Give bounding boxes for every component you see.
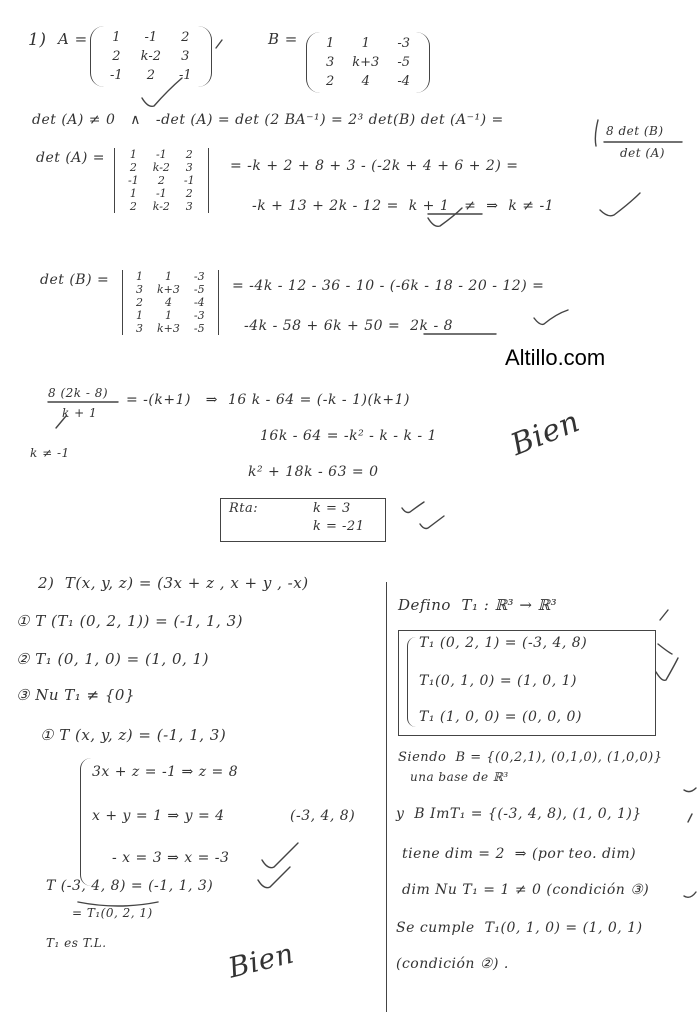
condition-3: ③ Nu T₁ ≠ {0} — [16, 686, 136, 704]
check-mark-12 — [684, 892, 696, 897]
condition-fraction-denominator: det (A) — [620, 146, 665, 160]
ex1-label: 1) — [28, 30, 47, 50]
check-mark-9 — [656, 658, 678, 680]
det-a-expansion: = -k + 2 + 8 + 3 - (-2k + 4 + 6 + 2) = — [230, 158, 519, 174]
arrow-k — [56, 416, 66, 428]
grade-signature-2: Bien — [224, 936, 298, 985]
image-line: y B ImT₁ = {(-3, 4, 8), (1, 0, 1)} — [396, 806, 642, 822]
matrix-b-label: B = — [268, 30, 298, 48]
answer-label: Rta: — [229, 501, 259, 516]
condition-2: ② T₁ (0, 1, 0) = (1, 0, 1) — [16, 650, 209, 668]
condition-line: det (A) ≠ 0 ∧ -det (A) = det (2 BA⁻¹) = 2³ det(B) det (A⁻¹) = — [32, 112, 504, 128]
ex2-title: 2) T(x, y, z) = (3x + z , x + y , -x) — [38, 574, 309, 592]
check-mark-5 — [402, 502, 424, 513]
solution-vector: (-3, 4, 8) — [290, 808, 356, 824]
system-eq-3: - x = 3 ⇒ x = -3 — [112, 850, 230, 866]
det-b-label: det (B) = — [40, 272, 110, 288]
condition-2-ref: (condición ②) . — [396, 956, 509, 972]
matrix-a: 1 -1 2 2 k-2 3 -1 2 -1 — [90, 26, 212, 87]
matrix-b: 1 1 -3 3 k+3 -5 2 4 -4 — [306, 32, 430, 93]
check-mark-6 — [420, 516, 444, 529]
det-a-sarrus: 1 -1 2 2 k-2 3 -1 2 -1 1 -1 2 2 k-2 3 — [114, 148, 209, 213]
definition-1: T₁ (0, 2, 1) = (-3, 4, 8) — [419, 635, 588, 651]
condition-fraction-numerator: 8 det (B) — [606, 124, 664, 138]
check-substitution: = T₁(0, 2, 1) — [72, 906, 153, 920]
grade-signature-1: Bien — [506, 404, 585, 463]
det-b-result: -4k - 58 + 6k + 50 = 2k - 8 — [244, 318, 454, 334]
equation-step-3: k² + 18k - 63 = 0 — [248, 464, 379, 480]
check-mark-7 — [262, 843, 298, 868]
det-a-label: det (A) = — [36, 150, 106, 166]
k-restriction-note: k ≠ -1 — [30, 446, 70, 460]
definition-2: T₁(0, 1, 0) = (1, 0, 1) — [419, 673, 577, 689]
tick-c — [658, 644, 672, 654]
tick-a — [216, 40, 222, 48]
underbrace-vector — [78, 902, 158, 906]
check-mark-3 — [428, 208, 462, 226]
check-mark-4 — [534, 310, 568, 324]
watermark: Altillo.com — [505, 345, 606, 370]
fraction-bracket — [595, 120, 598, 146]
dimension-line: tiene dim = 2 ⇒ (por teo. dim) — [402, 846, 637, 862]
check-mark-10 — [684, 788, 696, 792]
equation-fraction-numerator: 8 (2k - 8) — [48, 386, 109, 400]
condition-1: ① T (T₁ (0, 2, 1)) = (-1, 1, 3) — [16, 612, 243, 630]
kernel-line: dim Nu T₁ = 1 ≠ 0 (condición ③) — [402, 882, 650, 898]
definition-title: Defino T₁ : ℝ³ → ℝ³ — [398, 596, 558, 614]
matrix-a-label: A = — [58, 30, 88, 48]
system-eq-1: 3x + z = -1 ⇒ z = 8 — [92, 764, 239, 780]
check-mark-2 — [600, 193, 640, 216]
check-mark-1 — [142, 78, 182, 106]
system-eq-2: x + y = 1 ⇒ y = 4 — [92, 808, 225, 824]
check-mark-8 — [258, 867, 290, 888]
basis-line: Siendo B = {(0,2,1), (0,1,0), (1,0,0)} — [398, 750, 663, 765]
equation-line: = -(k+1) ⇒ 16 k - 64 = (-k - 1)(k+1) — [126, 392, 410, 408]
definition-3: T₁ (1, 0, 0) = (0, 0, 0) — [419, 709, 582, 725]
equation-fraction-denominator: k + 1 — [62, 406, 98, 420]
det-a-result: -k + 13 + 2k - 12 = k + 1 ≠ ⇒ k ≠ -1 — [252, 198, 555, 214]
check-line: T (-3, 4, 8) = (-1, 1, 3) — [46, 878, 214, 894]
answer-k1: k = 3 — [313, 501, 351, 516]
cumple-line: Se cumple T₁(0, 1, 0) = (1, 0, 1) — [396, 920, 643, 936]
det-b-sarrus: 1 1 -3 3 k+3 -5 2 4 -4 1 1 -3 3 k+3 -5 — [122, 270, 219, 335]
linear-map-note: T₁ es T.L. — [46, 936, 107, 950]
equation-step-2: 16k - 64 = -k² - k - k - 1 — [260, 428, 437, 444]
check-mark-11 — [688, 814, 692, 822]
basis-note: una base de ℝ³ — [410, 770, 509, 784]
det-b-expansion: = -4k - 12 - 36 - 10 - (-6k - 18 - 20 - 12) = — [232, 278, 545, 294]
answer-k2: k = -21 — [313, 519, 365, 534]
sub-problem-1: ① T (x, y, z) = (-1, 1, 3) — [40, 726, 227, 744]
tick-b — [660, 610, 668, 620]
